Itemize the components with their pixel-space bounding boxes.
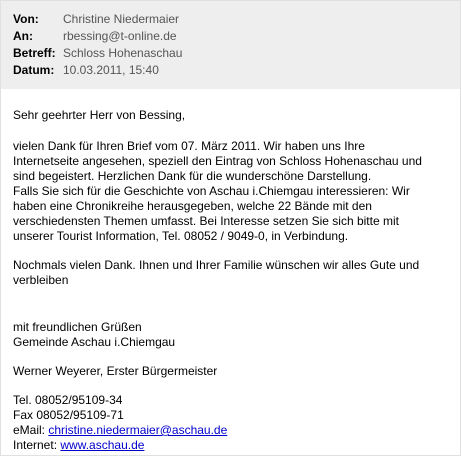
body-line: sind begeistert. Herzlichen Dank für die wunderschöne Darstellung. — [13, 169, 372, 183]
internet-link[interactable]: www.aschau.de — [60, 438, 145, 452]
body-line: Falls Sie sich für die Geschichte von Aschau i.Chiemgau interessieren: Wir — [13, 184, 410, 198]
date-row — [1, 62, 460, 79]
from-value: Christine Niedermaier — [63, 12, 180, 26]
email-link[interactable]: christine.niedermaier@aschau.de — [48, 423, 228, 437]
email-prefix: eMail: — [13, 423, 49, 437]
subject-label: Betreff: — [13, 46, 56, 60]
body-line: unserer Tourist Information, Tel. 08052 / 9049-0, in Verbindung. — [13, 229, 349, 243]
to-value: rbessing@t-online.de — [63, 29, 177, 43]
date-value: 10.03.2011, 15:40 — [63, 63, 159, 77]
email-line — [13, 423, 227, 438]
signer: Werner Weyerer, Erster Bürgermeister — [13, 364, 218, 378]
subject-row — [1, 45, 460, 62]
date-label: Datum: — [13, 63, 55, 77]
body-line: verschiedensten Themen umfasst. Bei Interesse setzen Sie sich bitte mit — [13, 214, 399, 228]
body-line: vielen Dank für Ihren Brief vom 07. März 2011. Wir haben uns Ihre — [13, 139, 365, 153]
closing-line: Gemeinde Aschau i.Chiemgau — [13, 335, 176, 349]
to-row — [1, 28, 460, 45]
email-header — [1, 1, 460, 89]
closing-line: mit freundlichen Grüßen — [13, 320, 142, 334]
subject-value: Schloss Hohenaschau — [63, 46, 183, 60]
internet-prefix: Internet: — [13, 438, 61, 452]
body-line: verbleiben — [13, 273, 69, 287]
from-label: Von: — [13, 12, 39, 26]
fax-line: Fax 08052/95109-71 — [13, 408, 124, 422]
from-row — [1, 11, 460, 28]
body-line: Nochmals vielen Dank. Ihnen und Ihrer Familie wünschen wir alles Gute und — [13, 258, 420, 272]
body-line: haben eine Chronikreihe herausgegeben, welche 22 Bände mit den — [13, 199, 372, 213]
salutation: Sehr geehrter Herr von Bessing, — [13, 108, 186, 122]
to-label: An: — [13, 29, 33, 43]
internet-line — [13, 438, 144, 453]
body-line: Internetseite angesehen, speziell den Eintrag von Schloss Hohenaschau und — [13, 154, 422, 168]
tel-line: Tel. 08052/95109-34 — [13, 393, 123, 407]
